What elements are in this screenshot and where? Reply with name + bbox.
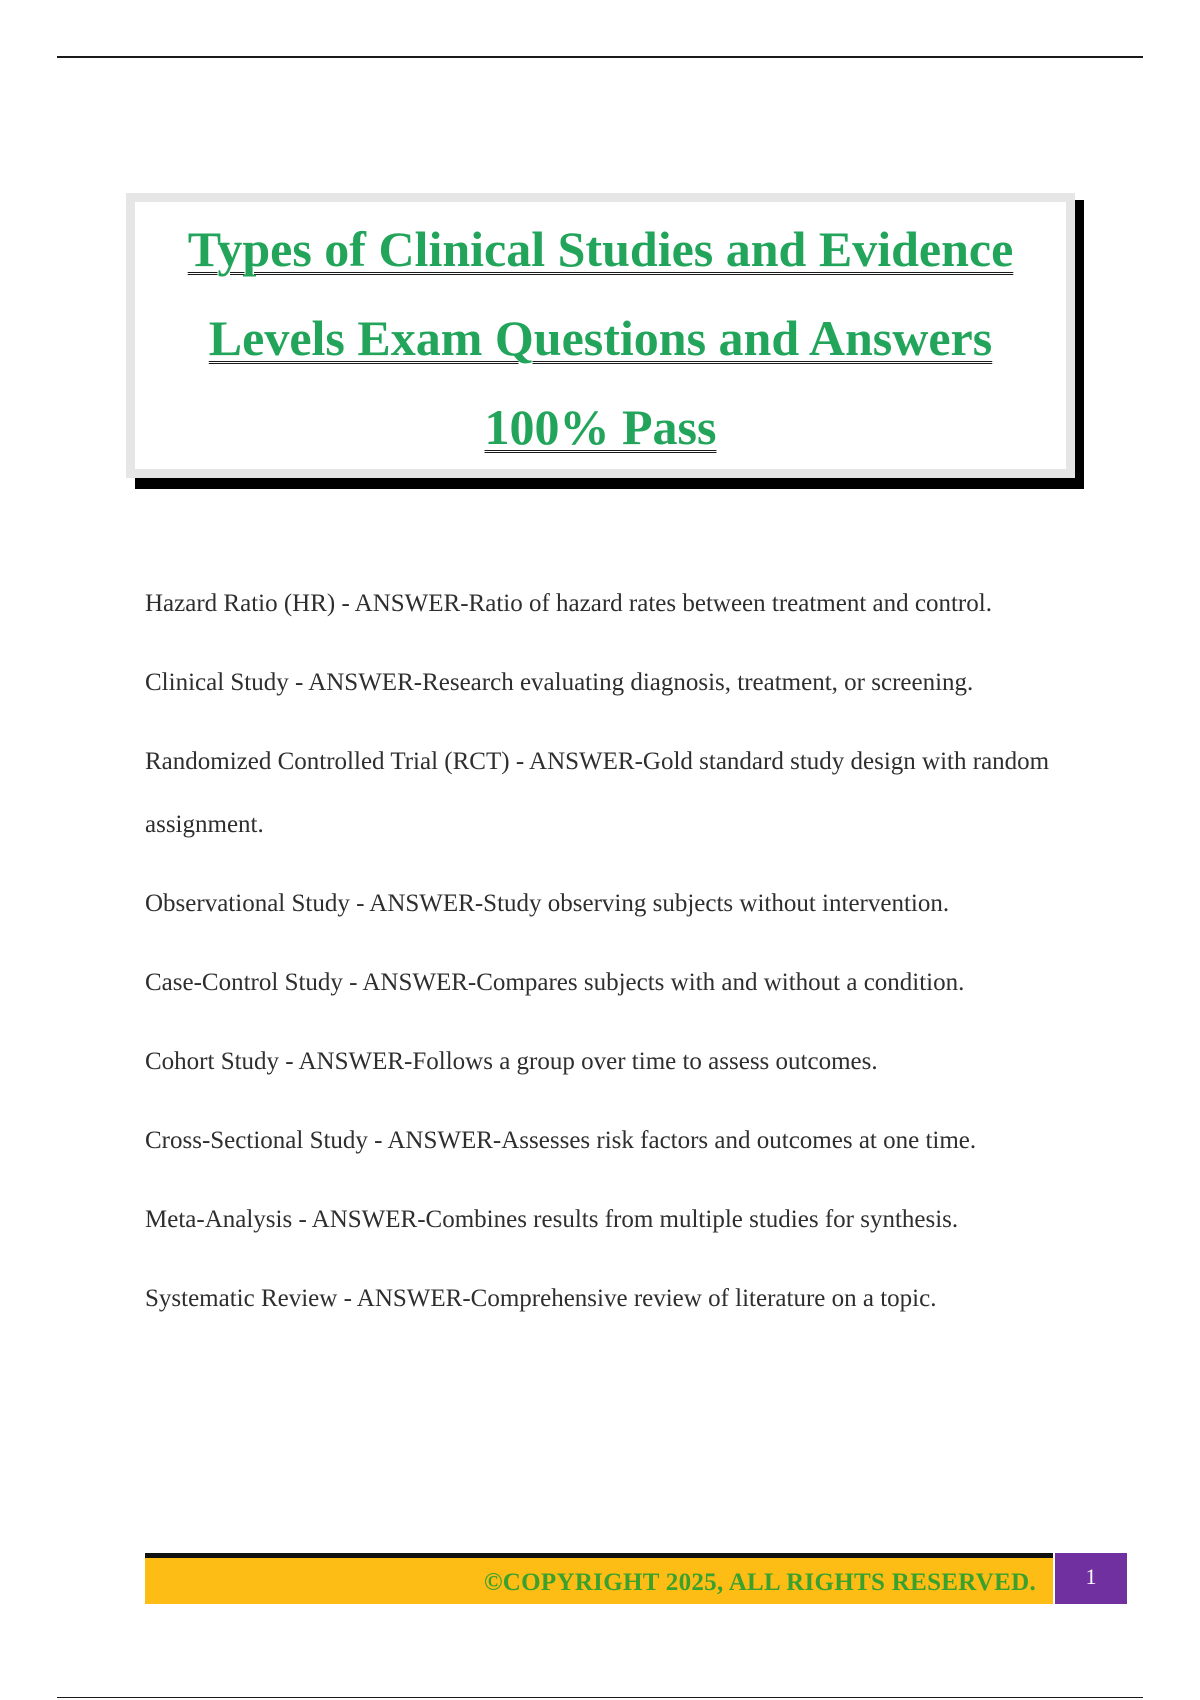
qa-term: Hazard Ratio (HR) [145, 590, 336, 617]
qa-answer: ANSWER-Ratio of hazard rates between treatment and control. [354, 590, 992, 617]
qa-term: Cohort Study [145, 1048, 280, 1075]
qa-item: Systematic Review - ANSWER-Comprehensive review of literature on a topic. [145, 1285, 937, 1312]
qa-term: Meta-Analysis [145, 1206, 293, 1233]
qa-term: Clinical Study [145, 669, 289, 696]
qa-term: Case-Control Study [145, 969, 343, 996]
qa-item: Cross-Sectional Study - ANSWER-Assesses risk factors and outcomes at one time. [145, 1127, 977, 1154]
qa-term: Systematic Review [145, 1285, 338, 1312]
page-number-badge: 1 [1055, 1553, 1127, 1604]
page-title-line-3: 100% Pass [484, 399, 717, 455]
qa-answer: ANSWER-Study observing subjects without intervention. [369, 890, 950, 917]
copyright-band [145, 1553, 1053, 1604]
qa-answer: ANSWER-Gold standard study design with random assignment. [145, 748, 1050, 838]
qa-answer: ANSWER-Compares subjects with and without a condition. [362, 969, 965, 996]
qa-answer: ANSWER-Combines results from multiple studies for synthesis. [311, 1206, 959, 1233]
header-rule [57, 56, 1143, 58]
qa-item: Observational Study - ANSWER-Study observing subjects without intervention. [145, 890, 950, 917]
qa-term: Cross-Sectional Study [145, 1127, 368, 1154]
qa-answer: ANSWER-Assesses risk factors and outcomes at one time. [387, 1127, 977, 1154]
qa-answer: ANSWER-Follows a group over time to assess outcomes. [298, 1048, 878, 1075]
page-title-line-1: Types of Clinical Studies and Evidence [187, 221, 1014, 277]
copyright-text: ©COPYRIGHT 2025, ALL RIGHTS RESERVED. [483, 1569, 1036, 1596]
qa-item: Clinical Study - ANSWER-Research evaluating diagnosis, treatment, or screening. [145, 669, 974, 696]
qa-item: Case-Control Study - ANSWER-Compares subjects with and without a condition. [145, 969, 965, 996]
qa-term: Observational Study [145, 890, 350, 917]
qa-term: Randomized Controlled Trial (RCT) [145, 748, 510, 775]
qa-item: Randomized Controlled Trial (RCT) - ANSWER-Gold standard study design with random assignment. [145, 748, 1050, 838]
footer-rule [57, 1697, 1143, 1698]
qa-answer: ANSWER-Research evaluating diagnosis, treatment, or screening. [308, 669, 974, 696]
qa-answer: ANSWER-Comprehensive review of literature on a topic. [356, 1285, 937, 1312]
title-box [126, 193, 1075, 478]
qa-list [145, 572, 1075, 1346]
qa-item: Hazard Ratio (HR) - ANSWER-Ratio of hazard rates between treatment and control. [145, 590, 992, 617]
page-title-line-2: Levels Exam Questions and Answers [208, 310, 993, 366]
qa-item: Cohort Study - ANSWER-Follows a group over time to assess outcomes. [145, 1048, 878, 1075]
page-footer [145, 1553, 1127, 1604]
qa-item: Meta-Analysis - ANSWER-Combines results from multiple studies for synthesis. [145, 1206, 959, 1233]
